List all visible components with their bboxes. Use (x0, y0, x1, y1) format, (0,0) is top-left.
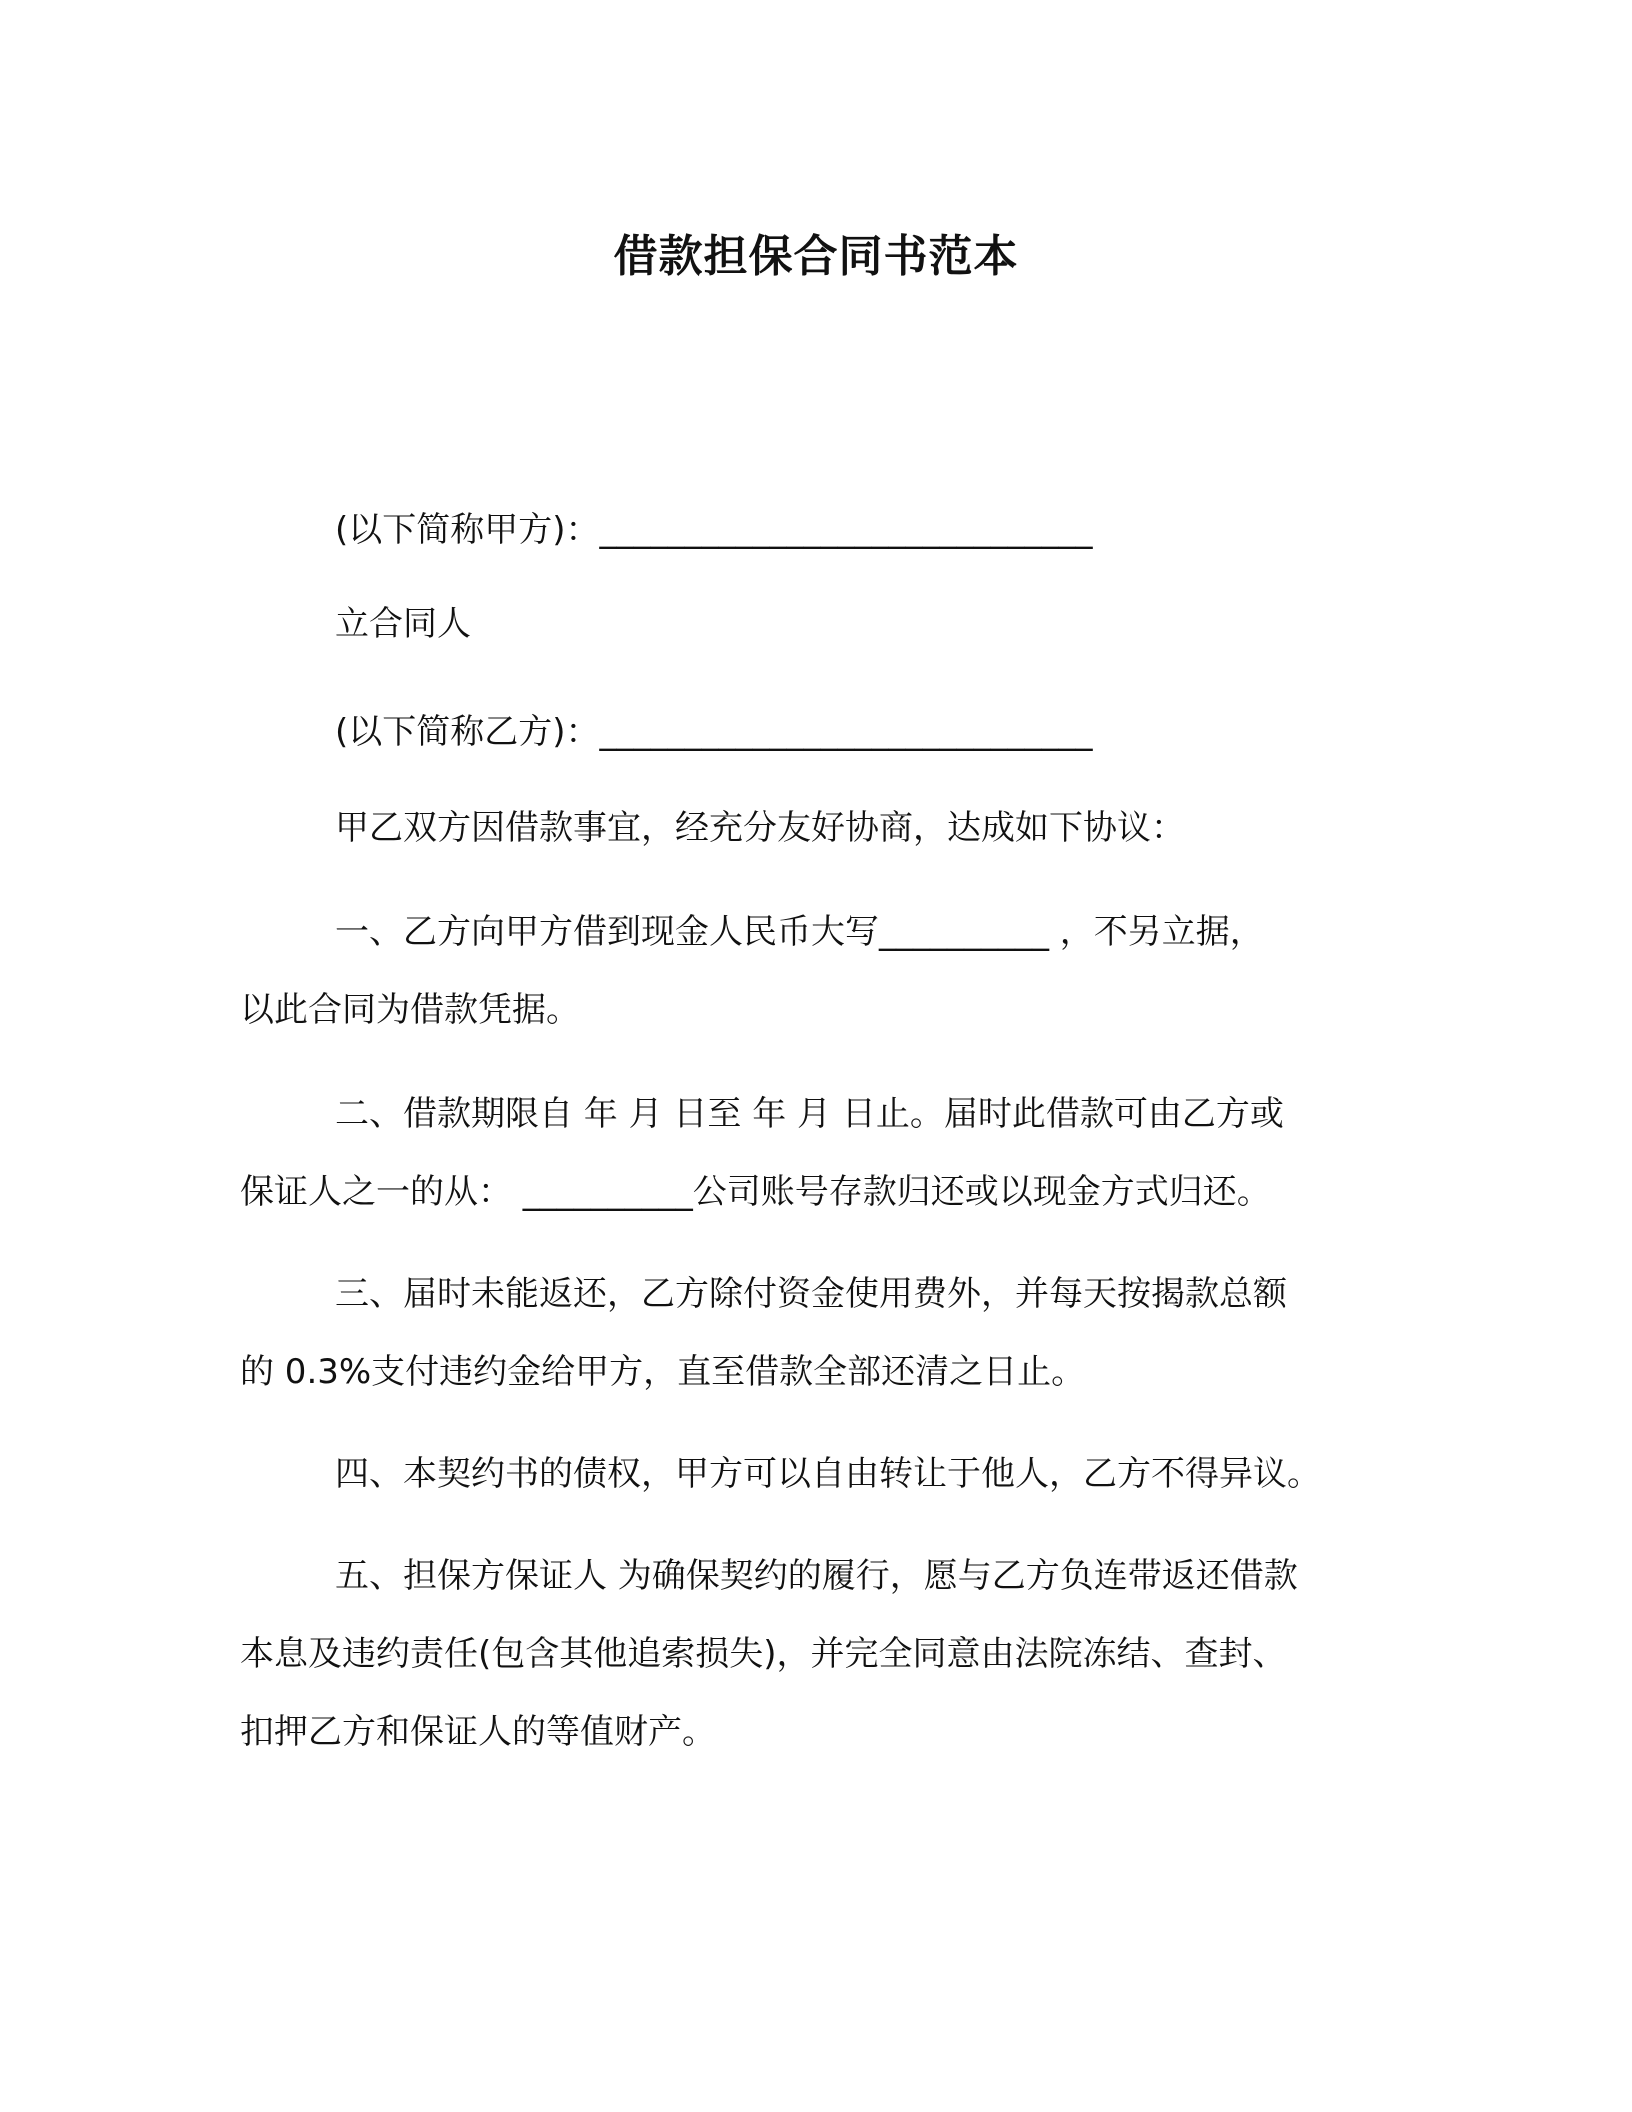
clause-3-line-2: 的 0.3%支付违约金给甲方，直至借款全部还清之日止。 (240, 1352, 1086, 1392)
clause-5-line-1: 五、担保方保证人 为确保契约的履行，愿与乙方负连带返还借款 (335, 1556, 1298, 1596)
contract-party-line: 立合同人 (335, 604, 471, 644)
clause-2-line-2: 保证人之一的从： __________公司账号存款归还或以现金方式归还。 (240, 1172, 1271, 1212)
clause-1-line-2: 以此合同为借款凭据。 (240, 990, 580, 1030)
clause-1-line-1: 一、乙方向甲方借到现金人民币大写__________ ，不另立据， (335, 912, 1264, 952)
clause-2-line-1: 二、借款期限自 年 月 日至 年 月 日止。届时此借款可由乙方或 (335, 1094, 1284, 1134)
clause-4-line: 四、本契约书的债权，甲方可以自由转让于他人，乙方不得异议。 (335, 1454, 1321, 1494)
clause-5-line-2: 本息及违约责任(包含其他追索损失)，并完全同意由法院冻结、查封、 (240, 1634, 1287, 1674)
party-b-line: (以下简称乙方)：_____________________________ (335, 712, 1093, 752)
clause-5-line-3: 扣押乙方和保证人的等值财产。 (240, 1712, 716, 1752)
agreement-intro: 甲乙双方因借款事宜，经充分友好协商，达成如下协议： (335, 808, 1185, 848)
document-title: 借款担保合同书范本 (613, 231, 1019, 282)
clause-3-line-1: 三、届时未能返还，乙方除付资金使用费外，并每天按揭款总额 (335, 1274, 1287, 1314)
party-a-line: (以下简称甲方)：_____________________________ (335, 510, 1093, 550)
